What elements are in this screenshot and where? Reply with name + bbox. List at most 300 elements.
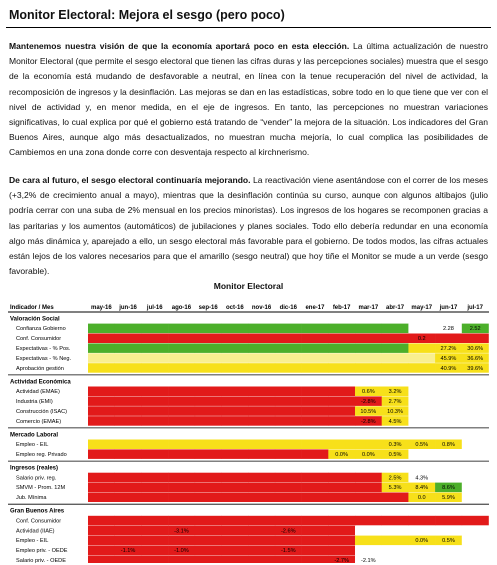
cell-value: 0.2 xyxy=(417,336,426,343)
cell-value: 36.6% xyxy=(467,355,484,362)
row-label: Empleo - EIL xyxy=(16,442,49,449)
monitor-cell xyxy=(275,516,302,526)
monitor-cell xyxy=(462,536,489,546)
monitor-cell xyxy=(195,353,222,363)
monitor-cell xyxy=(115,334,142,344)
monitor-cell xyxy=(222,416,249,426)
monitor-cell xyxy=(141,387,168,397)
monitor-cell xyxy=(222,483,249,493)
cell-value: 0.5% xyxy=(442,538,455,545)
monitor-cell xyxy=(222,449,249,459)
monitor-cell xyxy=(195,493,222,503)
row-label: Empleo - EIL xyxy=(16,538,49,545)
monitor-cell xyxy=(382,555,409,563)
monitor-cell xyxy=(115,396,142,406)
monitor-cell xyxy=(355,546,382,556)
monitor-cell xyxy=(328,473,355,483)
monitor-cell xyxy=(462,440,489,450)
monitor-cell xyxy=(462,449,489,459)
monitor-cell xyxy=(222,440,249,450)
monitor-cell xyxy=(302,546,329,556)
monitor-cell xyxy=(355,536,382,546)
monitor-cell xyxy=(462,555,489,563)
monitor-cell xyxy=(435,546,462,556)
cell-value: 3.2% xyxy=(388,389,402,396)
cell-value: 0.8% xyxy=(442,442,455,449)
monitor-cell xyxy=(115,363,142,373)
cell-value: 45.9% xyxy=(440,355,457,362)
monitor-cell xyxy=(141,516,168,526)
monitor-cell xyxy=(248,449,275,459)
monitor-cell xyxy=(115,526,142,536)
monitor-cell xyxy=(328,353,355,363)
section-title: Actividad Económica xyxy=(10,379,71,386)
monitor-cell xyxy=(222,555,249,563)
monitor-cell xyxy=(168,324,195,334)
row-label: Salario priv. reg. xyxy=(16,475,57,482)
monitor-cell xyxy=(328,483,355,493)
monitor-cell xyxy=(302,353,329,363)
monitor-cell xyxy=(168,343,195,353)
monitor-cell xyxy=(248,516,275,526)
monitor-cell xyxy=(222,406,249,416)
monitor-cell xyxy=(115,387,142,397)
monitor-cell xyxy=(275,536,302,546)
monitor-cell xyxy=(275,473,302,483)
monitor-cell xyxy=(248,546,275,556)
monitor-cell xyxy=(168,416,195,426)
monitor-cell xyxy=(141,396,168,406)
row-label: Industria (EMI) xyxy=(16,399,53,405)
monitor-cell xyxy=(408,416,435,426)
monitor-cell xyxy=(168,493,195,503)
cell-value: 10.3% xyxy=(387,408,403,415)
monitor-cell xyxy=(141,449,168,459)
cell-value: 4.5% xyxy=(388,418,402,425)
monitor-cell xyxy=(88,483,115,493)
monitor-cell xyxy=(355,473,382,483)
monitor-cell xyxy=(328,516,355,526)
monitor-cell xyxy=(302,363,329,373)
monitor-cell xyxy=(302,516,329,526)
monitor-cell xyxy=(435,416,462,426)
monitor-cell xyxy=(168,449,195,459)
monitor-cell xyxy=(222,536,249,546)
monitor-cell xyxy=(408,555,435,563)
paragraph-2 xyxy=(9,173,488,279)
cell-value: 40.9% xyxy=(440,365,457,372)
monitor-cell xyxy=(408,546,435,556)
cell-value: 0.0% xyxy=(361,452,375,458)
monitor-cell xyxy=(275,440,302,450)
monitor-cell xyxy=(88,449,115,459)
cell-value: 8.6% xyxy=(442,485,455,492)
month-header: jun-17 xyxy=(439,305,458,311)
monitor-cell xyxy=(248,493,275,503)
cell-value: 8.4% xyxy=(415,485,429,492)
monitor-cell xyxy=(248,473,275,483)
cell-value: 5.9% xyxy=(442,495,455,502)
month-header: ene-17 xyxy=(305,305,325,311)
row-label: Aprobación gestión xyxy=(16,365,64,372)
paragraph-1 xyxy=(9,39,488,161)
monitor-cell xyxy=(382,343,409,353)
cell-value: 0.0% xyxy=(335,452,349,458)
monitor-cell xyxy=(435,555,462,563)
monitor-cell xyxy=(88,516,115,526)
cell-value: 0.5% xyxy=(415,442,429,449)
header-label: Indicador / Mes xyxy=(10,305,54,311)
monitor-cell xyxy=(168,440,195,450)
monitor-cell xyxy=(355,493,382,503)
cell-value: -1.1% xyxy=(120,548,136,555)
monitor-cell xyxy=(88,555,115,563)
cell-value: 10.5% xyxy=(360,408,377,415)
monitor-cell xyxy=(248,555,275,563)
monitor-cell xyxy=(88,536,115,546)
monitor-cell xyxy=(222,343,249,353)
monitor-cell xyxy=(141,440,168,450)
monitor-cell xyxy=(195,363,222,373)
monitor-cell xyxy=(302,473,329,483)
section-title: Ingresos (reales) xyxy=(10,465,59,472)
monitor-cell xyxy=(222,473,249,483)
monitor-cell xyxy=(222,516,249,526)
monitor-cell xyxy=(302,387,329,397)
month-header: jul-17 xyxy=(467,305,483,311)
monitor-cell xyxy=(302,555,329,563)
monitor-cell xyxy=(195,334,222,344)
monitor-cell xyxy=(275,406,302,416)
monitor-cell xyxy=(141,406,168,416)
monitor-cell xyxy=(328,406,355,416)
cell-value: 0.0 xyxy=(417,495,426,502)
monitor-cell xyxy=(248,406,275,416)
monitor-cell xyxy=(328,493,355,503)
monitor-cell xyxy=(168,387,195,397)
monitor-cell xyxy=(382,536,409,546)
monitor-cell xyxy=(222,546,249,556)
monitor-cell xyxy=(168,483,195,493)
monitor-cell xyxy=(168,555,195,563)
monitor-cell xyxy=(88,387,115,397)
monitor-cell xyxy=(168,334,195,344)
monitor-cell xyxy=(382,546,409,556)
monitor-cell xyxy=(141,416,168,426)
monitor-cell xyxy=(195,396,222,406)
monitor-cell xyxy=(408,526,435,536)
monitor-cell xyxy=(115,536,142,546)
monitor-cell xyxy=(462,396,489,406)
monitor-cell xyxy=(328,334,355,344)
monitor-cell xyxy=(435,473,462,483)
monitor-cell xyxy=(248,526,275,536)
monitor-cell xyxy=(88,334,115,344)
monitor-cell xyxy=(355,353,382,363)
monitor-cell xyxy=(382,353,409,363)
monitor-cell xyxy=(195,555,222,563)
monitor-cell xyxy=(462,493,489,503)
row-label: SMVM - Prom. 12M xyxy=(16,485,66,492)
monitor-cell xyxy=(275,449,302,459)
monitor-cell xyxy=(115,343,142,353)
monitor-cell xyxy=(408,449,435,459)
monitor-cell xyxy=(435,396,462,406)
monitor-cell xyxy=(355,483,382,493)
monitor-cell xyxy=(248,416,275,426)
monitor-cell xyxy=(275,353,302,363)
monitor-cell xyxy=(141,353,168,363)
paragraph-2-lead: De cara al futuro, el sesgo electoral continuaría mejorando. xyxy=(9,175,251,185)
month-header: nov-16 xyxy=(251,305,272,311)
monitor-cell xyxy=(141,324,168,334)
monitor-cell xyxy=(88,353,115,363)
monitor-cell xyxy=(408,516,435,526)
cell-value: -1.0% xyxy=(174,548,189,555)
month-header: ago-16 xyxy=(171,305,192,311)
monitor-cell xyxy=(355,526,382,536)
paragraph-1-body: La última actualización de nuestro Monitor Electoral (que permite el sesgo electoral que tienen las cifras duras y las percepciones sociales) muestra que el sesgo de la economía está mudando de desfavorable a neutral, en línea con la tenue recuperación del nivel de actividad, la recomposición de ingresos y la desinflación. Las mejoras se dan en las estadísticas, sobre todo en lo que tiene que ver con el nivel de actividad y, en menor medida, en el eje de ingresos. En tanto, las percepciones no muestran variaciones significativas, lo cual explica por qué el gobierno está tratando de “vender” la mejora de la situación. Los indicadores del Gran Buenos Aires, aunque algo más desactualizados, no muestran mucha mejoría, lo cual complica las posibilidades de Cambiemos en una zona donde corre con desventaja respecto al kirchnerismo. xyxy=(9,41,489,158)
monitor-cell xyxy=(115,324,142,334)
monitor-cell xyxy=(115,440,142,450)
monitor-cell xyxy=(88,473,115,483)
monitor-cell xyxy=(88,324,115,334)
monitor-cell xyxy=(408,343,435,353)
monitor-cell xyxy=(168,406,195,416)
monitor-cell xyxy=(462,483,489,493)
monitor-cell xyxy=(88,416,115,426)
monitor-cell xyxy=(302,483,329,493)
monitor-cell xyxy=(88,363,115,373)
monitor-cell xyxy=(88,440,115,450)
monitor-cell xyxy=(408,324,435,334)
row-label: Empleo priv. - OEDE xyxy=(16,548,68,555)
monitor-cell xyxy=(462,334,489,344)
section-title: Gran Buenos Aires xyxy=(10,508,65,515)
monitor-cell xyxy=(222,334,249,344)
monitor-cell xyxy=(462,473,489,483)
monitor-cell xyxy=(275,343,302,353)
monitor-cell xyxy=(435,449,462,459)
monitor-cell xyxy=(222,493,249,503)
monitor-cell xyxy=(168,363,195,373)
row-label: Expectativas - % Pos. xyxy=(16,346,71,352)
monitor-cell xyxy=(275,387,302,397)
month-header: may-17 xyxy=(411,305,433,311)
monitor-cell xyxy=(275,334,302,344)
monitor-cell xyxy=(408,396,435,406)
monitor-cell xyxy=(195,546,222,556)
cell-value: 2.5% xyxy=(388,475,402,482)
monitor-cell xyxy=(328,526,355,536)
monitor-cell xyxy=(302,493,329,503)
row-label: Empleo reg. Privado xyxy=(16,452,67,458)
row-label: Actividad (EMAE) xyxy=(16,389,60,396)
monitor-cell xyxy=(195,449,222,459)
cell-value: 4.3% xyxy=(415,475,429,482)
monitor-cell xyxy=(435,516,462,526)
cell-value: 0.5% xyxy=(388,452,402,458)
monitor-cell xyxy=(435,387,462,397)
monitor-cell xyxy=(168,353,195,363)
monitor-cell xyxy=(355,363,382,373)
monitor-cell xyxy=(88,526,115,536)
monitor-cell xyxy=(141,493,168,503)
monitor-cell xyxy=(435,406,462,416)
monitor-cell xyxy=(275,363,302,373)
monitor-cell xyxy=(222,363,249,373)
monitor-cell xyxy=(248,363,275,373)
monitor-cell xyxy=(195,416,222,426)
monitor-cell xyxy=(382,334,409,344)
monitor-cell xyxy=(222,353,249,363)
month-header: feb-17 xyxy=(332,305,351,311)
cell-value: 30.6% xyxy=(467,346,484,352)
monitor-cell xyxy=(355,516,382,526)
monitor-cell xyxy=(141,546,168,556)
monitor-cell xyxy=(382,324,409,334)
monitor-cell xyxy=(408,363,435,373)
monitor-cell xyxy=(462,546,489,556)
month-header: mar-17 xyxy=(358,305,379,311)
monitor-cell xyxy=(195,406,222,416)
cell-value: 0.6% xyxy=(361,389,375,396)
monitor-cell xyxy=(141,363,168,373)
monitor-table xyxy=(8,301,489,563)
monitor-cell xyxy=(302,526,329,536)
monitor-cell xyxy=(355,343,382,353)
monitor-cell xyxy=(275,555,302,563)
monitor-cell xyxy=(88,546,115,556)
monitor-cell xyxy=(328,396,355,406)
monitor-cell xyxy=(115,416,142,426)
monitor-cell xyxy=(248,536,275,546)
monitor-cell xyxy=(195,483,222,493)
monitor-cell xyxy=(328,536,355,546)
monitor-cell xyxy=(302,406,329,416)
cell-value: 0.3% xyxy=(388,442,402,449)
monitor-cell xyxy=(248,324,275,334)
monitor-cell xyxy=(382,526,409,536)
monitor-cell xyxy=(355,334,382,344)
monitor-cell xyxy=(302,536,329,546)
monitor-cell xyxy=(168,516,195,526)
row-label: Jub. Mínima xyxy=(16,495,47,502)
monitor-cell xyxy=(408,353,435,363)
month-header: oct-16 xyxy=(226,305,244,311)
monitor-cell xyxy=(302,449,329,459)
monitor-cell xyxy=(115,406,142,416)
monitor-cell xyxy=(275,324,302,334)
section-title: Mercado Laboral xyxy=(10,432,59,439)
monitor-cell xyxy=(248,334,275,344)
monitor-cell xyxy=(222,387,249,397)
monitor-cell xyxy=(382,493,409,503)
monitor-cell xyxy=(168,396,195,406)
cell-value: -2.6% xyxy=(280,528,296,535)
row-label: Expectativas - % Neg. xyxy=(16,355,72,362)
monitor-cell xyxy=(408,387,435,397)
monitor-cell xyxy=(462,516,489,526)
monitor-cell xyxy=(382,516,409,526)
cell-value: 39.6% xyxy=(467,365,484,372)
paragraph-1-lead: Mantenemos nuestra visión de que la economía aportará poco en esta elección. xyxy=(9,41,350,51)
monitor-cell xyxy=(275,416,302,426)
paragraph-2-body: La reactivación viene asentándose con el correr de los meses (+3,2% de crecimiento anual a mayo), mientras que la desinflación continúa su curso, aunque con algunos altibajos (julio podría cerrar con una suba de 2% mensual en los precios minoristas). Los ingresos de los hogares se recomponen gracias a las paritarias y los aumentos (automáticos) de jubilaciones y planes sociales. Todo ello debería redundar en una economía algo más dinámica y, aparejado a ello, un sesgo electoral más favorable para el gobierno. De todos modos, las cifras actuales están lejos de los valores necesarios para que el amarillo (sesgo neutral) que hoy tiñe el Monitor se mude a un verde (sesgo favorable). xyxy=(9,175,488,277)
cell-value: -2.1% xyxy=(361,558,376,563)
section-title: Valoración Social xyxy=(10,316,60,323)
monitor-cell xyxy=(222,526,249,536)
monitor-cell xyxy=(275,396,302,406)
monitor-cell xyxy=(195,526,222,536)
monitor-cell xyxy=(302,334,329,344)
row-label: Conf. Consumidor xyxy=(16,518,62,525)
monitor-cell xyxy=(355,324,382,334)
monitor-title: Monitor Electoral xyxy=(213,281,284,291)
monitor-cell xyxy=(141,334,168,344)
monitor-cell xyxy=(328,324,355,334)
monitor-cell xyxy=(248,387,275,397)
monitor-cell xyxy=(462,416,489,426)
row-label: Actividad (IIAE) xyxy=(16,528,55,535)
row-label: Salario priv. - OEDE xyxy=(16,558,66,563)
monitor-cell xyxy=(328,440,355,450)
monitor-cell xyxy=(462,387,489,397)
month-header: may-16 xyxy=(91,305,112,311)
monitor-cell xyxy=(275,493,302,503)
monitor-cell xyxy=(462,406,489,416)
cell-value: -2.7% xyxy=(334,558,349,563)
cell-value: -1.5% xyxy=(280,548,296,555)
month-header: dic-16 xyxy=(279,305,297,311)
monitor-cell xyxy=(328,363,355,373)
monitor-cell xyxy=(195,516,222,526)
monitor-cell xyxy=(382,363,409,373)
month-header: jul-16 xyxy=(146,305,163,311)
monitor-cell xyxy=(115,449,142,459)
monitor-cell xyxy=(115,483,142,493)
cell-value: 2.52 xyxy=(469,326,481,333)
row-label: Construcción (ISAC) xyxy=(16,408,67,415)
monitor-cell xyxy=(168,536,195,546)
cell-value: 2.28 xyxy=(443,326,454,333)
monitor-cell xyxy=(141,536,168,546)
row-label: Conf. Consumidor xyxy=(16,336,62,343)
monitor-cell xyxy=(141,343,168,353)
monitor-cell xyxy=(462,526,489,536)
month-header: abr-17 xyxy=(386,305,405,311)
row-label: Comercio (EMAE) xyxy=(16,418,62,425)
monitor-cell xyxy=(328,343,355,353)
monitor-cell xyxy=(302,343,329,353)
monitor-cell xyxy=(248,483,275,493)
cell-value: 5.3% xyxy=(388,485,402,492)
monitor-cell xyxy=(302,324,329,334)
monitor-cell xyxy=(168,473,195,483)
monitor-cell xyxy=(302,416,329,426)
monitor-cell xyxy=(275,483,302,493)
monitor-cell xyxy=(115,473,142,483)
monitor-cell xyxy=(355,440,382,450)
monitor-cell xyxy=(328,416,355,426)
monitor-cell xyxy=(141,473,168,483)
monitor-cell xyxy=(248,353,275,363)
title-rule xyxy=(6,27,491,28)
monitor-cell xyxy=(115,555,142,563)
monitor-cell xyxy=(115,516,142,526)
monitor-cell xyxy=(328,387,355,397)
cell-value: -2.8% xyxy=(361,399,376,405)
